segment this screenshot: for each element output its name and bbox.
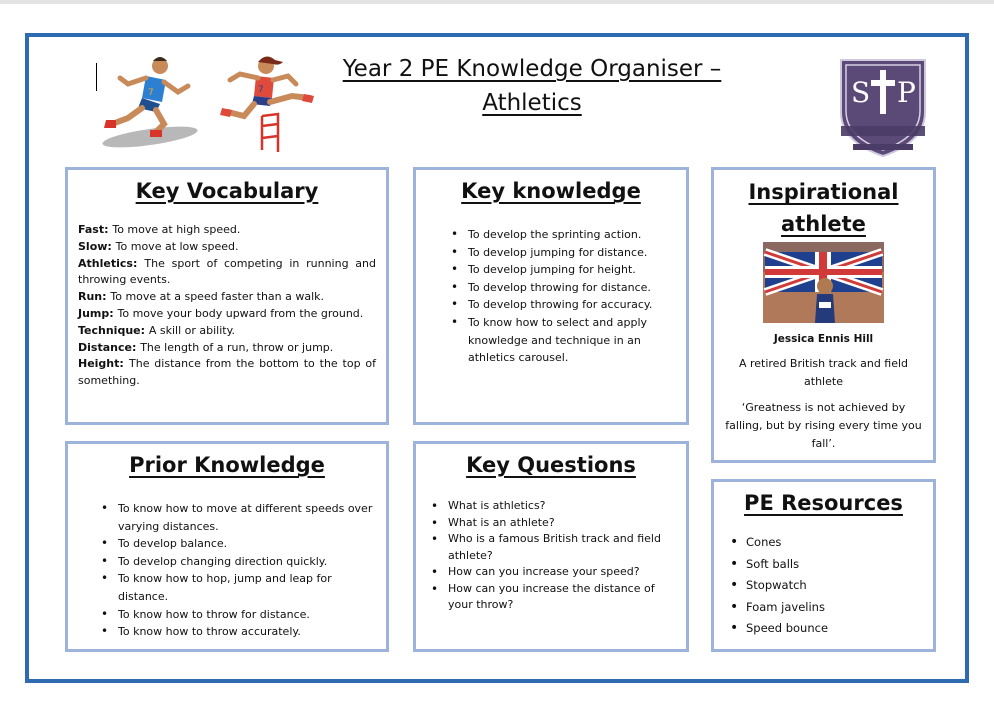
key-question-item: • How can you increase the distance of your throw? [426, 581, 676, 614]
svg-text:7: 7 [148, 88, 154, 98]
key-knowledge-item: • To develop the sprinting action. [446, 226, 676, 244]
vocabulary-definition: To move your body upward from the ground. [117, 306, 364, 320]
inspirational-athlete-panel [711, 167, 936, 463]
pe-resources-panel [711, 479, 936, 652]
prior-knowledge-item: • To know how to throw accurately. [96, 623, 376, 641]
vocabulary-entry: Distance: The length of a run, throw or jump. [78, 340, 334, 354]
pe-resources-heading: PE Resources [744, 491, 903, 515]
top-divider [0, 0, 994, 4]
vocabulary-definition: To move at high speed. [112, 223, 241, 236]
prior-knowledge-item: • To know how to hop, jump and leap for distance. [96, 570, 376, 605]
text-cursor [96, 63, 97, 91]
vocabulary-entry: Jump: To move your body upward from the ground. [78, 306, 364, 320]
vocabulary-definition: The length of a run, throw or jump. [140, 340, 334, 354]
vocabulary-term: Distance [78, 340, 132, 354]
key-questions-heading: Key Questions [466, 453, 636, 477]
prior-knowledge-item: • To develop balance. [96, 535, 376, 553]
key-knowledge-item: • To develop throwing for accuracy. [446, 296, 676, 314]
vocabulary-term: Height [78, 357, 120, 371]
key-vocabulary-panel [65, 167, 389, 425]
athlete-photo [763, 242, 884, 323]
athlete-name: Jessica Ennis Hill [773, 333, 874, 345]
key-knowledge-list [426, 226, 676, 367]
key-question-item: • What is athletics? [426, 498, 676, 515]
vocabulary-definition: The sport of competing in running and throwing events. [78, 256, 376, 287]
inspirational-athlete-heading: Inspirational athlete [748, 180, 899, 236]
key-knowledge-heading: Key knowledge [461, 179, 641, 203]
resource-item: • Cones [724, 532, 923, 554]
vocabulary-entry: Technique: A skill or ability. [78, 323, 236, 337]
key-vocabulary-heading: Key Vocabulary [135, 179, 319, 203]
prior-knowledge-item: • To know how to throw for distance. [96, 606, 376, 624]
vocabulary-term: Athletics [78, 256, 133, 270]
resource-item: • Foam javelins [724, 597, 923, 619]
key-knowledge-item: • To develop jumping for distance. [446, 244, 676, 262]
vocabulary-entry: Run: To move at a speed faster than a walk. [78, 290, 325, 304]
vocabulary-entry: Fast: To move at high speed. [78, 223, 241, 236]
key-question-item: • How can you increase your speed? [426, 564, 676, 581]
svg-text:7: 7 [258, 85, 264, 95]
vocabulary-definition: To move at low speed. [115, 239, 239, 253]
vocabulary-definition: A skill or ability. [148, 323, 236, 337]
key-question-item: • Who is a famous British track and field athlete? [426, 531, 676, 564]
prior-knowledge-item: • To develop changing direction quickly. [96, 553, 376, 571]
resource-item: • Speed bounce [724, 618, 923, 640]
resource-item: • Stopwatch [724, 575, 923, 597]
crest-letter-p: P [897, 76, 916, 109]
key-knowledge-item: • To develop throwing for distance. [446, 279, 676, 297]
pe-resources-list [724, 532, 923, 640]
vocabulary-term: Run [78, 290, 103, 304]
page-title-line1: Year 2 PE Knowledge Organiser – [342, 56, 722, 82]
athlete-description: A retired British track and field athlete [738, 357, 909, 388]
prior-knowledge-item: • To know how to move at different speeds over varying distances. [96, 500, 376, 535]
vocabulary-term: Slow [78, 239, 108, 253]
crest-letter-s: S [851, 76, 871, 109]
page-title [300, 52, 764, 120]
key-knowledge-panel [413, 167, 689, 425]
key-knowledge-item: • To know how to select and apply knowledge and technique in an athletics carousel. [446, 314, 676, 367]
vocabulary-term: Jump [78, 306, 110, 320]
vocabulary-definition: To move at a speed faster than a walk. [110, 290, 325, 304]
vocabulary-entry: Athletics: The sport of competing in running and throwing events. [78, 256, 376, 287]
resource-item: • Soft balls [724, 554, 923, 576]
prior-knowledge-heading: Prior Knowledge [129, 453, 325, 477]
sprinter-illustration [98, 52, 202, 150]
vocabulary-entry: Slow: To move at low speed. [78, 239, 239, 253]
vocabulary-term: Technique [78, 323, 141, 337]
athlete-quote: ‘Greatness is not achieved by falling, but by rising every time you fall’. [725, 401, 922, 450]
page-title-line2: Athletics [482, 90, 582, 116]
vocabulary-list [78, 222, 376, 390]
key-question-item: • What is an athlete? [426, 515, 676, 532]
vocabulary-definition: The distance from the bottom to the top of something. [78, 357, 377, 388]
vocabulary-entry: Height: The distance from the bottom to the top of something. [78, 357, 377, 388]
key-knowledge-item: • To develop jumping for height. [446, 261, 676, 279]
key-questions-list [426, 498, 676, 614]
school-crest-logo [833, 54, 933, 158]
prior-knowledge-panel [65, 441, 389, 652]
vocabulary-term: Fast [78, 223, 105, 236]
prior-knowledge-list [78, 500, 376, 641]
key-questions-panel [413, 441, 689, 652]
